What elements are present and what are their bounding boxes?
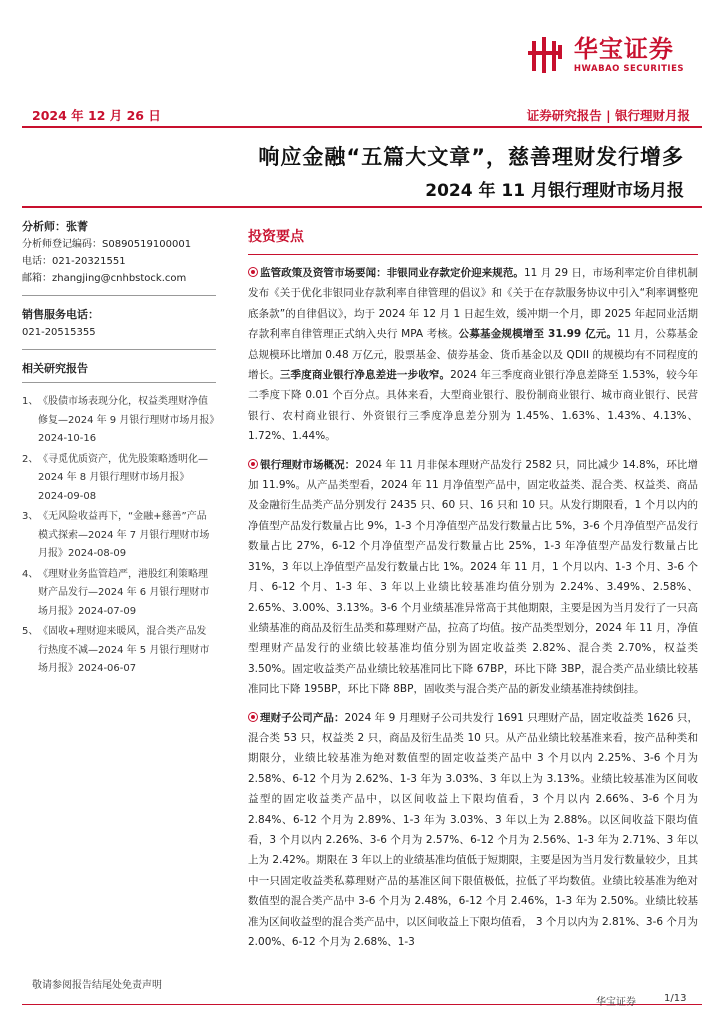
sales-label: 销售服务电话： — [22, 308, 99, 321]
bullet-icon — [248, 712, 258, 722]
related-report-text: 《理财业务监管趋严，港股红利策略理财产品发行—2024 年 6 月银行理财市场月报》2024-07-09 — [38, 568, 210, 617]
related-reports-list — [22, 393, 216, 679]
related-report-item[interactable] — [22, 393, 216, 449]
related-reports-label: 相关研究报告 — [22, 362, 88, 375]
related-report-text: 《无风险收益再下，“金融+慈善”产品模式探索—2024 年 7 月银行理财市场月报》2024-08-09 — [38, 511, 210, 559]
section-title: 投资要点 — [248, 229, 304, 245]
paragraph-text: 2024 年三季度商业银行净息差降至 1.53%，较今年二季度下降 0.01 个百分点。具体来看，大型商业银行、股份制商业银行、城市商业银行、民营银行、农村商业银行、外资银行三季度净息差分别为 1.45%、1.63%、1.43%、4.13%、1.72%、1.44%。 — [248, 369, 698, 443]
report-type: 证券研究报告 | 银行理财月报 — [526, 108, 690, 123]
section-divider — [248, 254, 698, 255]
related-report-item[interactable] — [22, 451, 216, 507]
main-content — [248, 226, 698, 960]
paragraph-text: 11 月，公募基金总规模环比增加 0.48 万亿元，股票基金、债券基金、货币基金以及 QDII 的规模均有不同程度的增长。 — [248, 328, 698, 382]
title-divider — [22, 206, 702, 208]
sidebar-divider — [22, 382, 216, 383]
logo-english-name: HWABAO SECURITIES — [573, 64, 684, 74]
related-report-text: 《固收+理财迎来暖风，混合类产品发行热度不减—2024 年 5 月银行理财市场月报》2024-06-07 — [38, 626, 210, 674]
paragraph-text: 11 月 29 日，市场利率定价自律机制发布《关于优化非银同业存款利率自律管理的倡议》和《关于在存款服务协议中引入“利率调整兜底条款”的自律倡议》，均于 2024 年 12 月 1 日起生效，缓冲期一个月，即 2025 年起同业活期存款利率自律管理正式纳入央行 MPA 考核。 — [248, 267, 699, 341]
paragraph-market-overview — [248, 455, 698, 700]
sidebar — [22, 218, 216, 681]
analyst-phone: 电话：021-20321551 — [22, 256, 126, 267]
logo-mark-icon — [528, 35, 568, 75]
related-report-num: 3、 — [22, 511, 39, 522]
related-report-num: 1、 — [22, 396, 39, 407]
bullet-icon — [248, 459, 258, 469]
paragraph-highlight: 公募基金规模增至 31.99 亿元。 — [458, 328, 618, 341]
report-date: 2024 年 12 月 26 日 — [32, 108, 161, 123]
page-number: 1/13 — [664, 993, 687, 1004]
page-subtitle: 2024 年 11 月银行理财市场月报 — [425, 181, 684, 201]
logo-chinese-name: 华宝证券 — [573, 35, 674, 63]
paragraph-text: 2024 年 11 月非保本理财产品发行 2582 只，同比减少 14.8%，环比增加 11.9%。从产品类型看，2024 年 11 月净值型产品中，固定收益类、混合类、权益类、商品及金融衍生品类产品分别发行 2435 只、60 只、16 只和 10 只。从发行期限看，1 个月以内的净值型产品发行数量占比 9%，1-3 个月净值型产品发行数量占比 5%，3-6 个月净值型产品发行数量占比 27%，6-12 个月净值型产品发行数量占比 25%，1-3 年净值型产品发行数量占比 31%，3 年以上净值型产品发行数量占比 1%。2024 年 11 月，1 个月以内、1-3 个月、3-6 个月、6-12 个月、1-3 年、3 年以上业绩比较基准均值分别为 2.24%、3.49%、2.58%、2.65%、3.00%、3.13%。3-6 个月业绩基准异常高于其他期限，主要是因为当月发行了一只高业绩基准的商品及衍生品类和募理财产品，拉高了均值。按产品类型划分，2024 年 11 月，净值型理财产品发行的业绩比较基准均值分别为固定收益类 2.82%、混合类 2.70%，权益类 3.50%。固定收益类产品业绩比较基准同比下降 67BP，环比下降 3BP，混合类产品业绩比较基准同比下降 195BP，环比下降 8BP，固收类与混合类产品的新发业绩基准持续倒挂。 — [248, 458, 699, 696]
related-report-item[interactable] — [22, 566, 216, 622]
related-report-text: 《股债市场表现分化，权益类理财净值修复—2024 年 9 月银行理财市场月报》2024-10-16 — [38, 396, 215, 444]
analyst-label: 分析师：张菁 — [22, 220, 88, 233]
bullet-icon — [248, 267, 258, 277]
page-title: 响应金融“五篇大文章”，慈善理财发行增多 — [258, 145, 684, 169]
related-report-item[interactable] — [22, 623, 216, 679]
footer-disclaimer: 敬请参阅报告结尾处免责声明 — [32, 980, 162, 991]
related-report-num: 4、 — [22, 568, 39, 580]
paragraph-highlight: 三季度商业银行净息差进一步收窄。 — [279, 369, 451, 382]
related-report-text: 《寻觅优质资产，优先股策略透明化—2024 年 8 月银行理财市场月报》2024-09-08 — [38, 453, 208, 502]
analyst-email[interactable]: 邮箱：zhangjing@cnhbstock.com — [22, 273, 187, 284]
paragraph-subsidiary-products — [248, 708, 698, 953]
date-bar — [22, 104, 702, 128]
paragraph-regulation — [248, 263, 698, 447]
paragraph-text: 2024 年 9 月理财子公司共发行 1691 只理财产品，固定收益类 1626 只，混合类 53 只，权益类 2 只，商品及衍生品类 10 只。从产品业绩比较基准来看，按产品种类和期限分，业绩比较基准为绝对数值型的固定收益类产品中 3 个月以内 2.25%、3-6 个月为 2.58%、6-12 个月为 2.62%、1-3 年为 3.03%、3 年以上为 3.13%。业绩比较基准为区间收益型的固定收益类产品中，以区间收益上下限均值看，3 个月以内 2.66%、3-6 个月为 2.84%、6-12 个月为 2.89%、1-3 年为 3.03%、3 年以上为 2.88%。以区间收益下限均值看，3 个月以内 2.26%、3-6 个月为 2.57%、6-12 个月为 2.56%、1-3 年为 2.71%、3 年以上为 2.42%。期限在 3 年以上的业绩基准均值低于短期限，主要是因为当月发行数量较少，且其中一只固定收益类私募理财产品的基准区间下限值极低，拉低了平均数值。业绩比较基准为绝对数值型的混合类产品中 3-6 个月为 2.48%，6-12 个月 2.46%，1-3 年为 2.50%。业绩比较基准为区间收益型的混合类产品中，以区间收益上下限均值看， 3 个月以内为 2.81%、3-6 个月为 2.00%、6-12 个月为 2.68%、1-3 — [248, 711, 698, 948]
sales-phone: 021-20515355 — [22, 327, 96, 338]
related-report-num: 2、 — [22, 453, 39, 465]
paragraph-heading: 银行理财市场概况： — [260, 458, 356, 471]
footer-company: 华宝证券 — [596, 997, 636, 1008]
related-report-item[interactable] — [22, 508, 216, 564]
related-report-num: 5、 — [22, 626, 39, 637]
sidebar-divider — [22, 349, 216, 350]
paragraph-heading: 监管政策及资管市场要闻：非银同业存款定价迎来规范。 — [260, 267, 524, 279]
paragraph-heading: 理财子公司产品： — [260, 711, 345, 724]
company-logo — [528, 32, 684, 78]
analyst-reg-no: 分析师登记编码：S0890519100001 — [22, 239, 192, 250]
sidebar-divider — [22, 295, 216, 296]
